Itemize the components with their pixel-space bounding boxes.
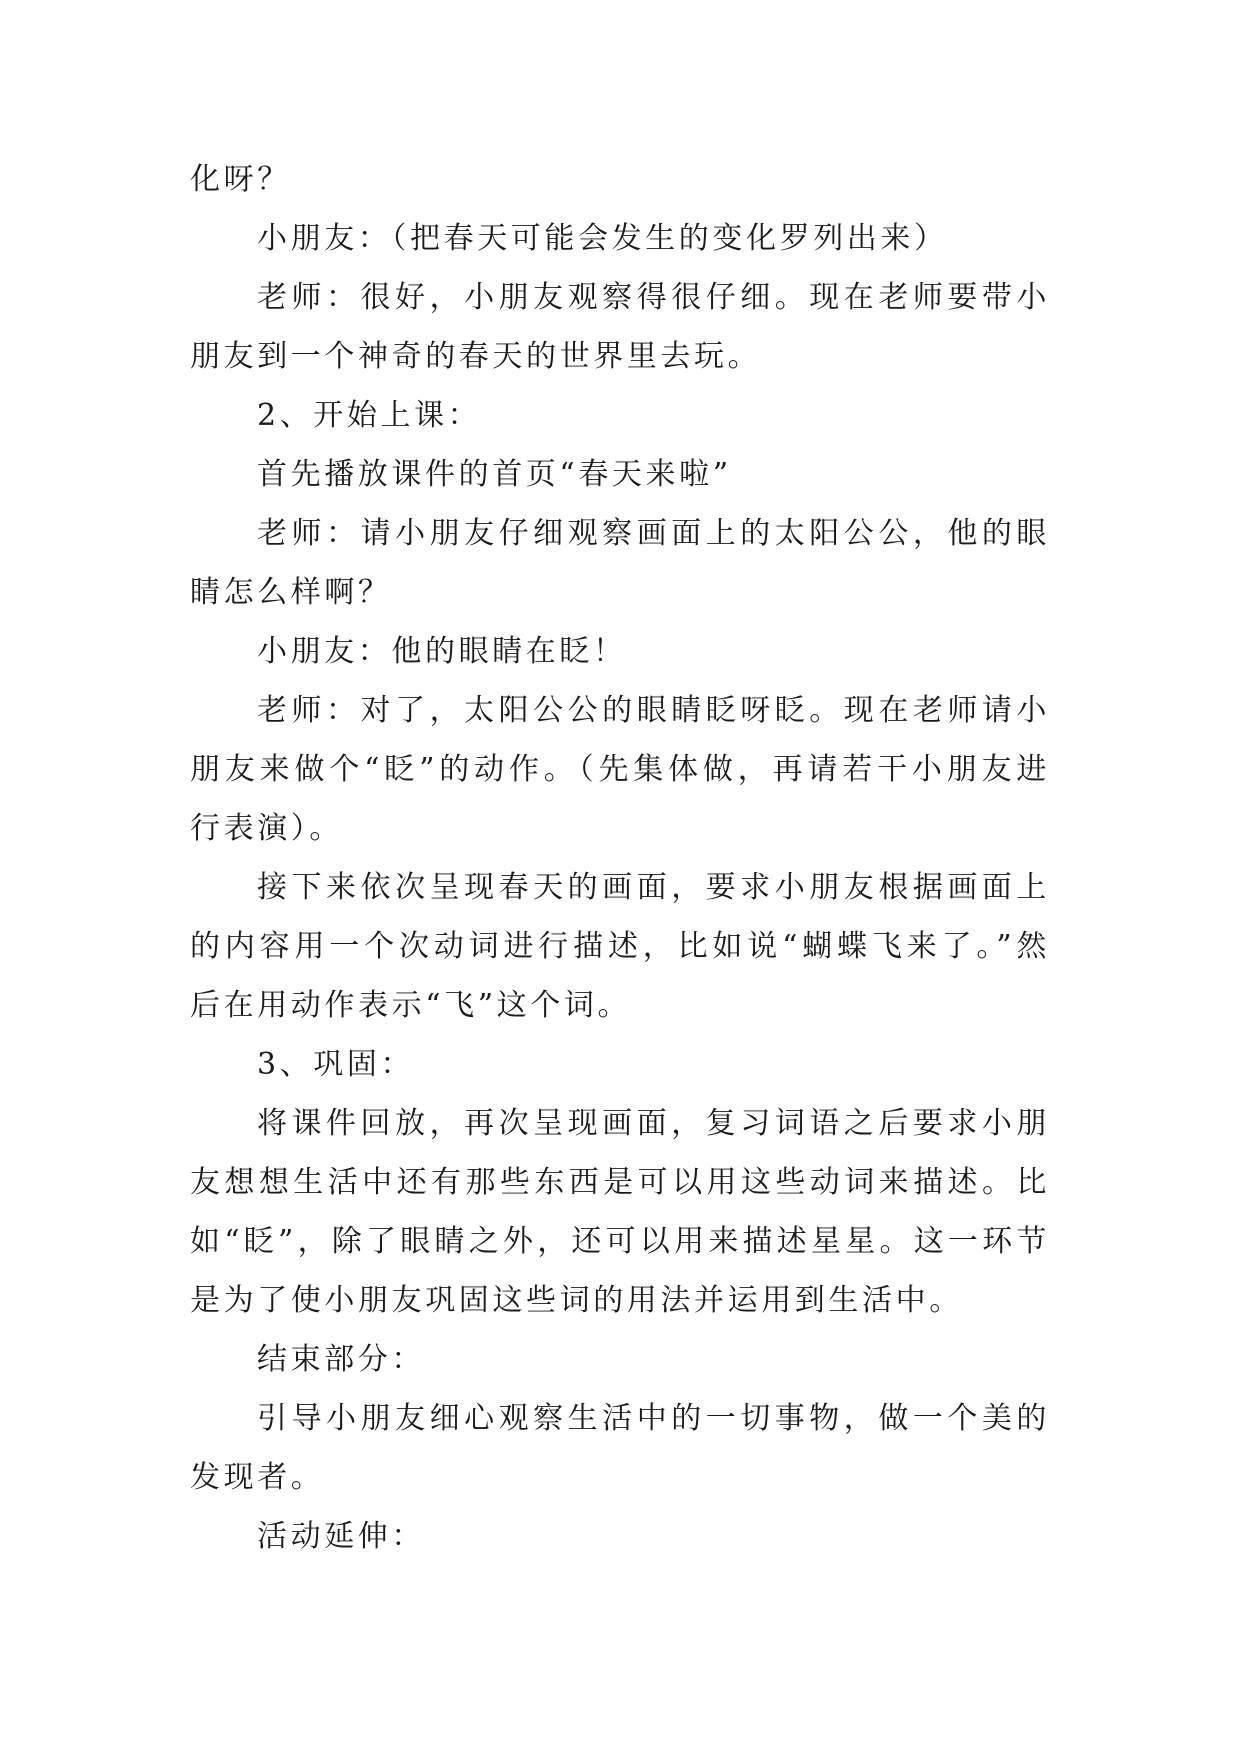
section-heading-ending: 结束部分： (257, 1342, 425, 1377)
paragraph-teacher-2: 老师：请小朋友仔细观察画面上的太阳公公，他的眼睛怎么样啊？ (190, 516, 1050, 610)
section-heading-extension: 活动延伸： (257, 1519, 425, 1554)
section-heading-consolidate: 3、巩固： (257, 1047, 415, 1082)
paragraph-child-response-1: 小朋友：（把春天可能会发生的变化罗列出来） (257, 221, 948, 256)
paragraph-present-pictures: 接下来依次呈现春天的画面，要求小朋友根据画面上的内容用一个次动词进行描述，比如说“蝴蝶飞来了。”然后在用动作表示“飞”这个词。 (190, 870, 1050, 1023)
paragraph-play-courseware: 首先播放课件的首页“春天来啦” (257, 457, 732, 492)
paragraph-guide-observe: 引导小朋友细心观察生活中的一切事物，做一个美的发现者。 (190, 1401, 1050, 1495)
document-page (190, 150, 1050, 1566)
paragraph-teacher-1: 老师：很好，小朋友观察得很仔细。现在老师要带小朋友到一个神奇的春天的世界里去玩。 (190, 280, 1050, 374)
paragraph-continuation: 化呀？ (190, 162, 291, 197)
paragraph-replay-courseware: 将课件回放，再次呈现画面，复习词语之后要求小朋友想想生活中还有那些东西是可以用这些动词来描述。比如“眨”，除了眼睛之外，还可以用来描述星星。这一环节是为了使小朋友巩固这些词的用法并运用到生活中。 (190, 1106, 1050, 1318)
section-heading-start-class: 2、开始上课： (257, 398, 482, 433)
paragraph-child-response-2: 小朋友：他的眼睛在眨！ (257, 634, 627, 669)
paragraph-teacher-3: 老师：对了，太阳公公的眼睛眨呀眨。现在老师请小朋友来做个“眨”的动作。（先集体做，再请若干小朋友进行表演）。 (190, 693, 1050, 846)
